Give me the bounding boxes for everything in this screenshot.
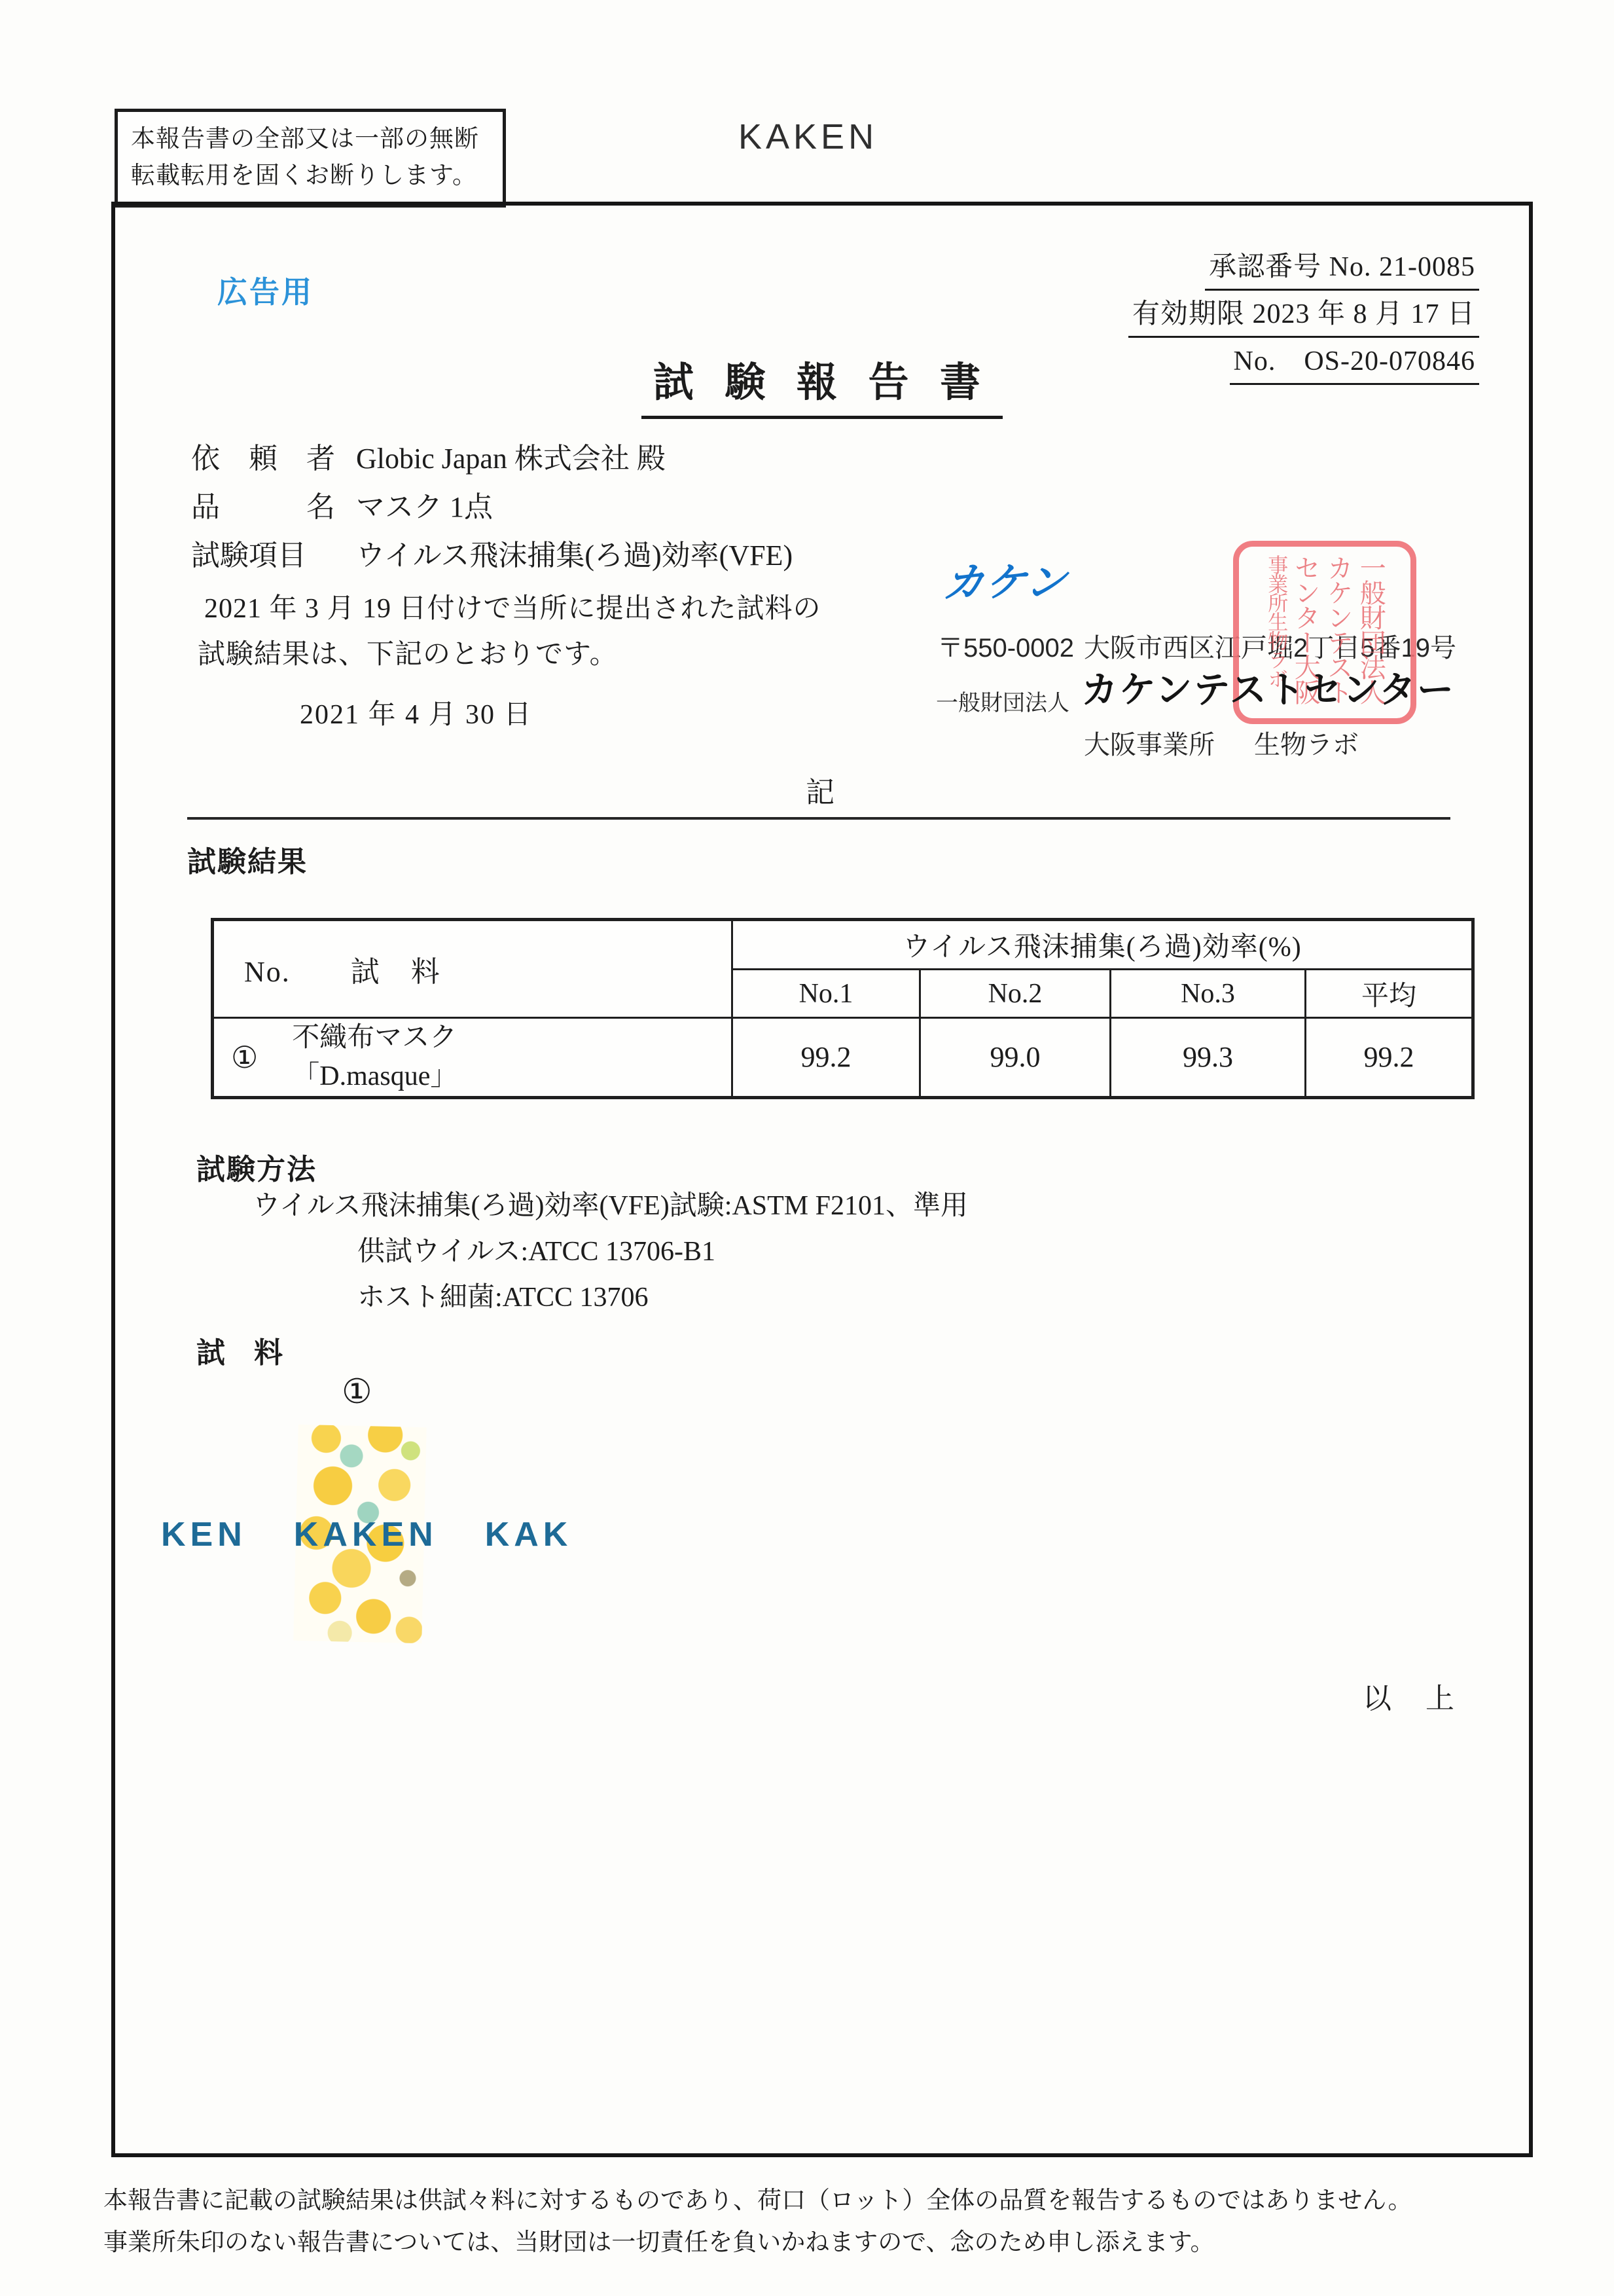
kaken-logo: カケン (941, 561, 1069, 606)
test-item-row (191, 532, 793, 574)
item-name-label: 品 名 (191, 491, 335, 523)
table-group-header: ウイルス飛沫捕集(ろ過)効率(%) (732, 920, 1473, 970)
requester-row (191, 435, 666, 477)
sample-name-line2: 「D.masque」 (292, 1061, 458, 1091)
stamp-column: カケンテスト (1323, 555, 1353, 704)
table-col-header-no1: No.1 (732, 970, 920, 1018)
watermark-fragment: KAKEN (293, 1516, 438, 1554)
ad-use-label: 広告用 (217, 275, 314, 309)
value-avg: 99.2 (1306, 1018, 1473, 1098)
table-col-header-no3: No.3 (1111, 970, 1306, 1018)
footer-disclaimer-line1: 本報告書に記載の試験結果は供試々料に対するものであり、荷口（ロット）全体の品質を報告するものではありません。 (103, 2187, 1412, 2214)
kaken-watermark (161, 1515, 572, 1554)
test-item-label: 試験項目 (191, 539, 306, 572)
body-line1: 2021 年 3 月 19 日付けで当所に提出された試料の (204, 594, 821, 624)
office-name: 大阪事業所 (1084, 731, 1215, 759)
issue-date: 2021 年 4 月 30 日 (300, 700, 533, 730)
value-no1: 99.2 (732, 1018, 920, 1098)
requester-label: 依 頼 者 (191, 443, 335, 475)
report-number: No. OS-20-070846 (1230, 339, 1480, 385)
test-item-value: ウイルス飛沫捕集(ろ過)効率(VFE) (356, 539, 793, 572)
sample-name-cell (214, 1019, 731, 1096)
lab-name: 生物ラボ (1254, 731, 1359, 759)
sample-number-badge: ① (231, 1040, 259, 1074)
sample-name-line1: 不織布マスク (292, 1023, 457, 1053)
requester-value: Globic Japan 株式会社 殿 (356, 443, 666, 475)
lab-address: 大阪市西区江戸堀2丁目5番19号 (1084, 634, 1456, 663)
org-type: 一般財団法人 (936, 691, 1069, 716)
watermark-fragment: KAK (484, 1516, 573, 1554)
closing-mark: 以 上 (1363, 1683, 1457, 1715)
sample-heading: 試 料 (196, 1337, 283, 1369)
body-line2: 試験結果は、下記のとおりです。 (198, 640, 618, 670)
copy-notice-line2: 転載転用を固くお断りします。 (131, 162, 478, 189)
postal-code: 〒550-0002 (937, 634, 1075, 663)
table-corner-header: No. 試 料 (213, 920, 732, 1018)
item-name-row (191, 483, 493, 525)
method-line1: ウイルス飛沫捕集(ろ過)効率(VFE)試験:ASTM F2101、準用 (253, 1191, 968, 1221)
method-line2: 供試ウイルス:ATCC 13706-B1 (357, 1237, 716, 1267)
approval-number: 承認番号 No. 21-0085 (1205, 245, 1479, 291)
page-title: 試 験 報 告 書 (641, 350, 1003, 419)
table-col-header-no2: No.2 (920, 970, 1111, 1018)
footer-disclaimer-line2: 事業所朱印のない報告書については、当財団は一切責任を負いかねますので、念のため申し添えます。 (103, 2229, 1215, 2256)
value-no3: 99.3 (1111, 1018, 1306, 1098)
brand-header: KAKEN (738, 117, 878, 156)
watermark-fragment: KEN (161, 1516, 247, 1554)
results-table (211, 918, 1475, 1099)
stamp-column: 事業所生物ラボ (1264, 555, 1288, 687)
sample-number: ① (342, 1374, 372, 1411)
org-name: カケンテストセンター (1081, 669, 1456, 710)
results-heading: 試験結果 (187, 846, 308, 878)
table-col-header-avg: 平均 (1306, 970, 1473, 1018)
method-heading: 試験方法 (196, 1154, 317, 1186)
value-no2: 99.0 (920, 1018, 1111, 1098)
copy-notice-box (115, 109, 506, 208)
record-mark: 記 (806, 776, 838, 809)
section-divider (187, 817, 1450, 820)
sample-name (292, 1019, 457, 1096)
stamp-column: 一般財団法人 (1356, 555, 1386, 704)
stamp-column: センター大阪 (1291, 555, 1320, 704)
copy-notice-line1: 本報告書の全部又は一部の無断 (131, 126, 479, 153)
table-row (213, 1018, 1473, 1098)
item-name-value: マスク 1点 (356, 491, 493, 523)
method-line3: ホスト細菌:ATCC 13706 (357, 1283, 649, 1313)
validity-date: 有効期限 2023 年 8 月 17 日 (1128, 292, 1479, 338)
